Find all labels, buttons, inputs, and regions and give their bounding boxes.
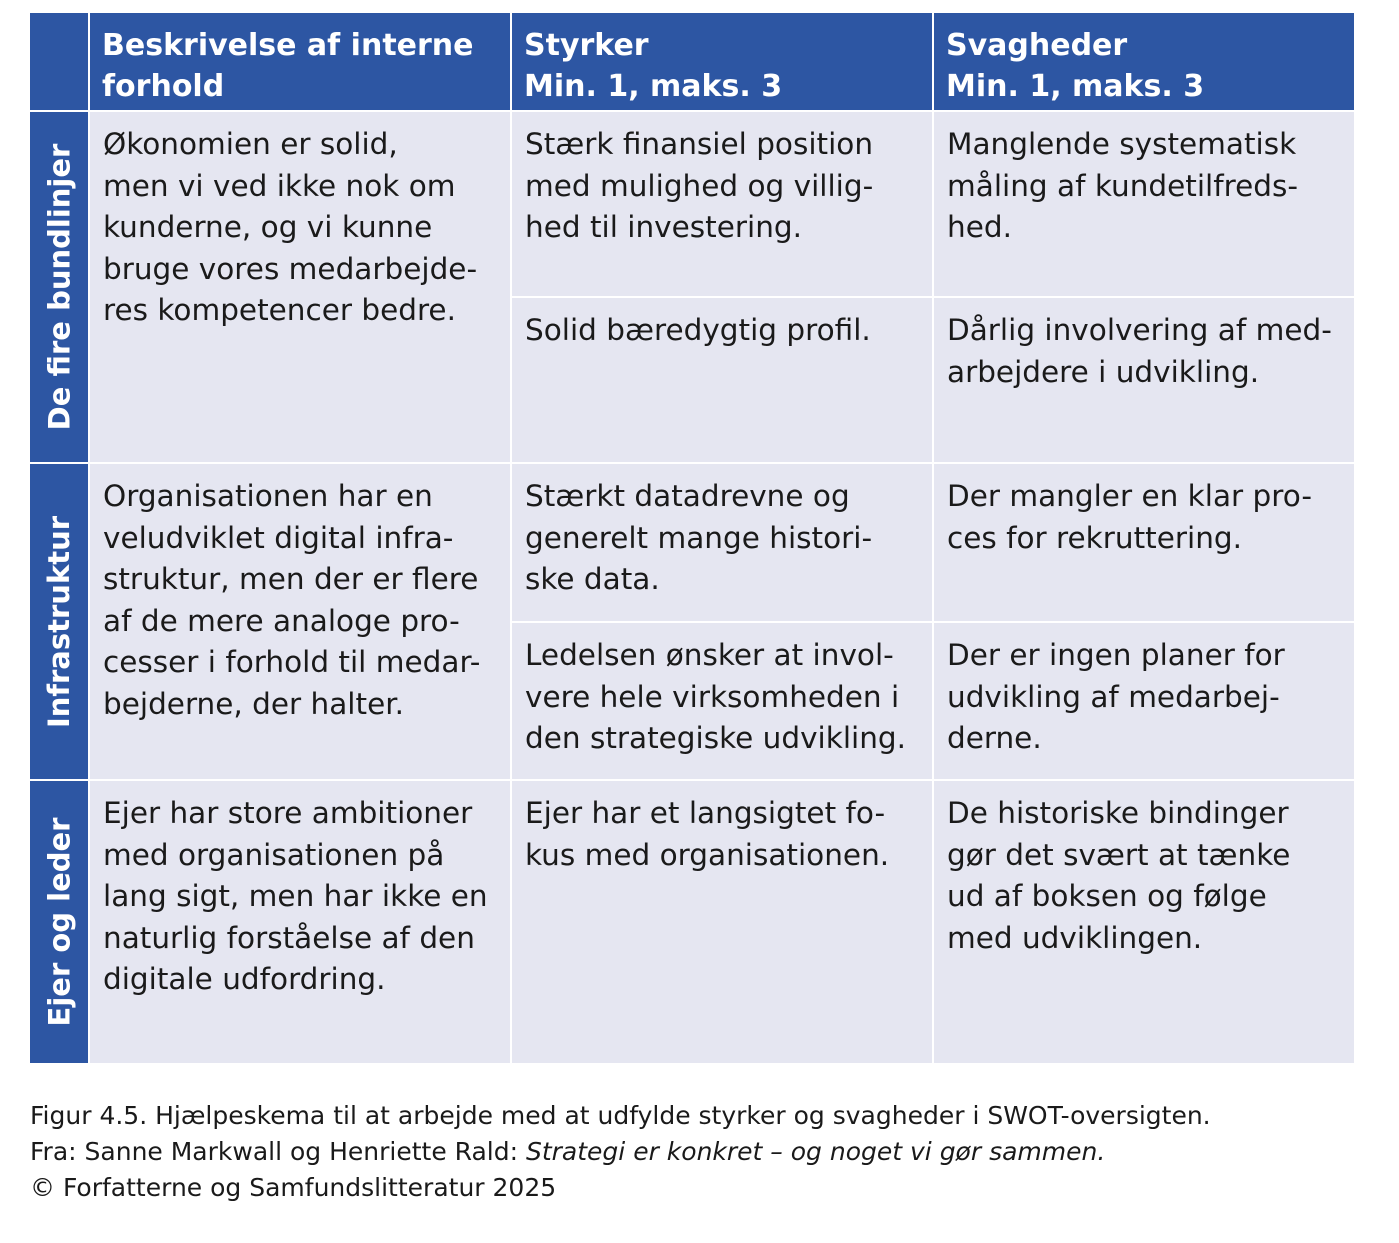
row-label-text: Infrastruktur bbox=[42, 515, 76, 728]
weakness-cell: Der mangler en klar pro- ces for rekruttering. bbox=[934, 464, 1354, 621]
header-strengths: Styrker Min. 1, maks. 3 bbox=[512, 13, 932, 110]
caption-line-figure: Figur 4.5. Hjælpeskema til at arbejde med at udfylde styrker og svagheder i SWOT-oversigten. bbox=[30, 1101, 1211, 1130]
strength-cell: Ledelsen ønsker at invol- vere hele virksomheden i den strategiske udvikling. bbox=[512, 623, 932, 779]
caption-book-title: Strategi er konkret – og noget vi gør sammen. bbox=[525, 1137, 1106, 1166]
header-corner bbox=[30, 13, 88, 110]
row-label-text: Ejer og leder bbox=[42, 817, 76, 1027]
row-label-text: De fire bundlinjer bbox=[42, 143, 76, 431]
description-cell: Ejer har store ambitioner med organisationen på lang sigt, men har ikke en naturlig forståelse af den digitale udfordring. bbox=[90, 781, 510, 1063]
header-weaknesses: Svagheder Min. 1, maks. 3 bbox=[934, 13, 1354, 110]
row-label-bottom-lines bbox=[30, 112, 88, 462]
weakness-cell: Dårlig involvering af med- arbejdere i udvikling. bbox=[934, 298, 1354, 462]
row-label-infrastructure bbox=[30, 464, 88, 779]
description-cell: Organisationen har en veludviklet digital infra- struktur, men der er flere af de mere analoge pro- cesser i forhold til medar- bejderne, der halter. bbox=[90, 464, 510, 779]
figure-caption bbox=[30, 1098, 1395, 1206]
weakness-cell: Der er ingen planer for udvikling af medarbej- derne. bbox=[934, 623, 1354, 779]
swot-helper-table bbox=[30, 13, 1350, 1055]
header-description: Beskrivelse af interne forhold bbox=[90, 13, 510, 110]
caption-source-prefix: Fra: Sanne Markwall og Henriette Rald: bbox=[30, 1137, 526, 1166]
strength-cell: Stærkt datadrevne og generelt mange histori- ske data. bbox=[512, 464, 932, 621]
strength-cell: Solid bæredygtig profil. bbox=[512, 298, 932, 462]
description-cell: Økonomien er solid, men vi ved ikke nok om kunderne, og vi kunne bruge vores medarbejde- res kompetencer bedre. bbox=[90, 112, 510, 462]
weakness-cell: De historiske bindinger gør det svært at tænke ud af boksen og følge med udviklingen. bbox=[934, 781, 1354, 1063]
caption-line-copyright: © Forfatterne og Samfundslitteratur 2025 bbox=[30, 1173, 557, 1202]
row-label-owner-leader bbox=[30, 781, 88, 1063]
weakness-cell: Manglende systematisk måling af kundetilfreds- hed. bbox=[934, 112, 1354, 296]
strength-cell: Ejer har et langsigtet fo- kus med organisationen. bbox=[512, 781, 932, 1063]
caption-line-source bbox=[30, 1134, 1395, 1170]
strength-cell: Stærk finansiel position med mulighed og villig- hed til investering. bbox=[512, 112, 932, 296]
